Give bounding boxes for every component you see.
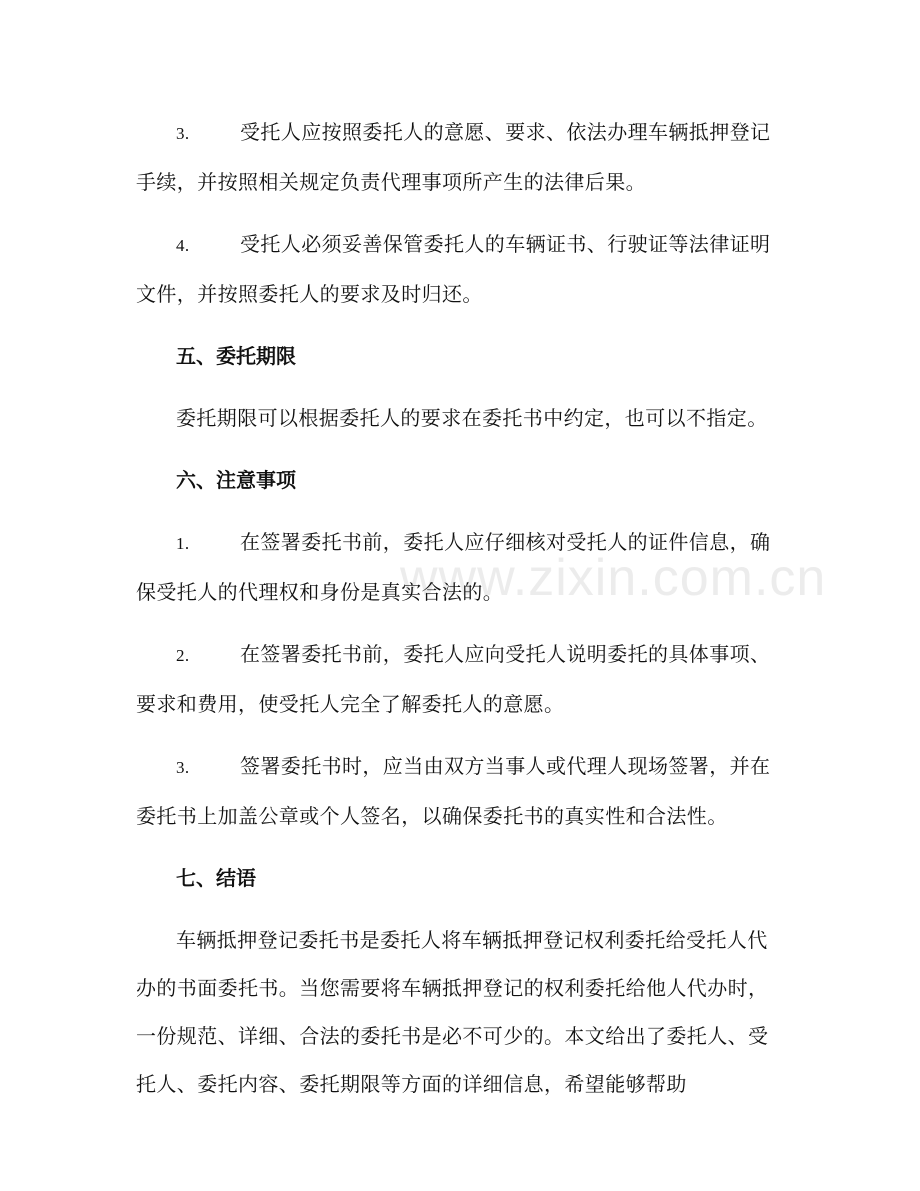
list-item-text: 在签署委托书前，委托人应向受托人说明委托的具体事项、要求和费用，使受托人完全了解委托人的意愿。 (136, 642, 771, 716)
list-item-text: 签署委托书时，应当由双方当事人或代理人现场签署，并在委托书上加盖公章或个人签名，以确保委托书的真实性和合法性。 (136, 754, 771, 828)
list-item-number: 1. (176, 534, 190, 553)
list-item-number: 2. (176, 646, 190, 665)
section-paragraph-term: 委托期限可以根据委托人的要求在委托书中约定，也可以不指定。 (176, 406, 768, 430)
section-heading-conclusion: 七、结语 (176, 866, 256, 890)
section-paragraph-conclusion: 车辆抵押登记委托书是委托人将车辆抵押登记权利委托给受托人代办的书面委托书。当您需要将车辆抵押登记的权利委托给他人代办时，一份规范、详细、合法的委托书是必不可少的。本文给出了委托人、受托人、委托内容、委托期限等方面的详细信息，希望能够帮助 (136, 928, 769, 1096)
list-item (136, 742, 776, 840)
section-heading-term: 五、委托期限 (176, 344, 296, 368)
list-item-text: 受托人必须妥善保管委托人的车辆证书、行驶证等法律证明文件，并按照委托人的要求及时归还。 (136, 232, 771, 306)
list-item (136, 220, 776, 318)
list-item-number: 4. (176, 236, 190, 255)
watermark: www.zixin.com.cn (400, 549, 827, 607)
list-item-text: 在签署委托书前，委托人应仔细核对受托人的证件信息，确保受托人的代理权和身份是真实合法的。 (136, 530, 771, 604)
list-item-text: 受托人应按照委托人的意愿、要求、依法办理车辆抵押登记手续，并按照相关规定负责代理事项所产生的法律后果。 (136, 120, 771, 194)
list-item (136, 108, 776, 206)
list-item (136, 630, 776, 728)
list-item-number: 3. (176, 758, 190, 777)
document-body (136, 108, 776, 1122)
section-heading-notes: 六、注意事项 (176, 468, 296, 492)
list-item-number: 3. (176, 124, 190, 143)
list-item (136, 518, 776, 616)
